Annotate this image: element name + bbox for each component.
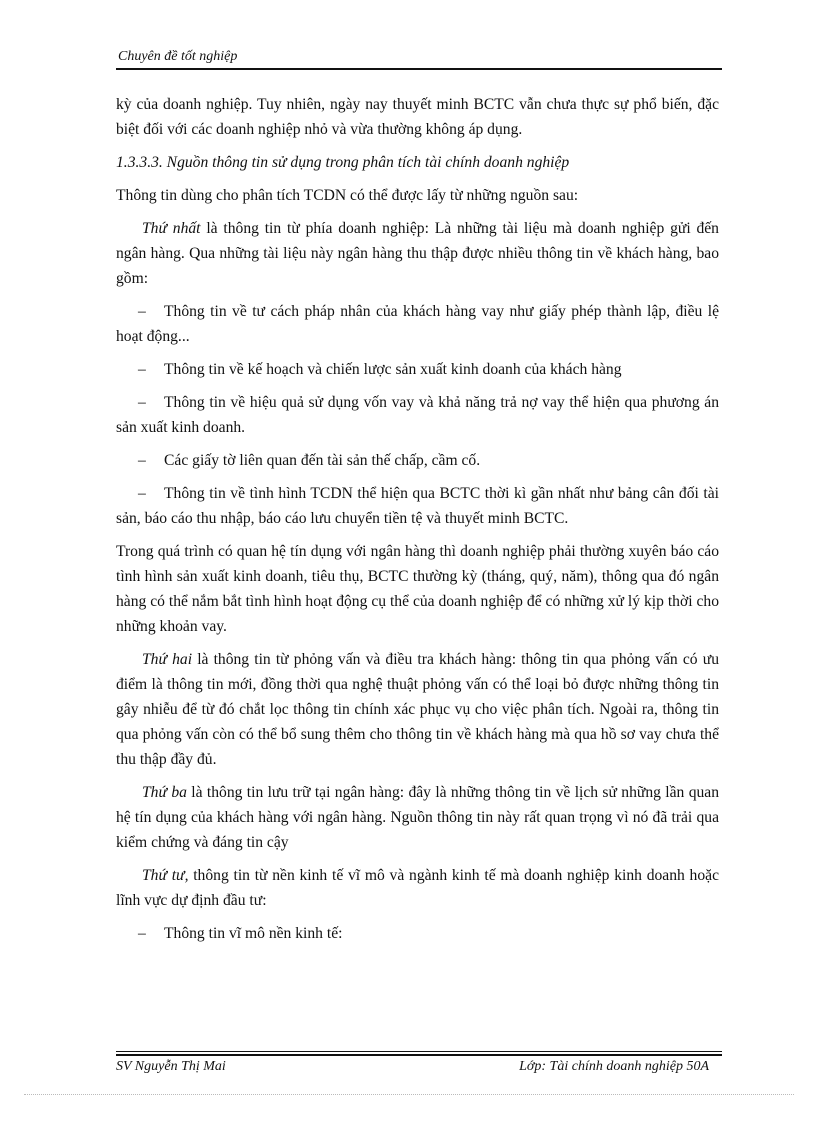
dash-bullet: –: [138, 303, 146, 320]
paragraph-third-source: [116, 780, 719, 855]
list-item: [116, 390, 719, 440]
dash-bullet: –: [138, 452, 146, 469]
list-item: [116, 357, 719, 382]
paragraph-lead-term: Thứ hai: [142, 651, 193, 668]
paragraph-intro: Thông tin dùng cho phân tích TCDN có thể được lấy từ những nguồn sau:: [116, 187, 579, 204]
dash-bullet: –: [138, 361, 146, 378]
paragraph-first-source: [116, 216, 719, 291]
paragraph-second-source: [116, 647, 719, 772]
page-edge-dotted-line: [24, 1094, 794, 1095]
list-item-text: Thông tin về hiệu quả sử dụng vốn vay và khả năng trả nợ vay thể hiện qua phương án sản xuất kinh doanh.: [116, 394, 719, 436]
paragraph-credit-relationship: Trong quá trình có quan hệ tín dụng với ngân hàng thì doanh nghiệp phải thường xuyên báo cáo tình hình sản xuất kinh doanh, tiêu thụ, BCTC thường kỳ (tháng, quý, năm), thông qua đó ngân hàng có thể nắm bắt tình hình hoạt động cụ thể của doanh nghiệp để có những xử lý kịp thời cho những khoản vay.: [116, 543, 719, 635]
paragraph-text: thông tin từ nền kinh tế vĩ mô và ngành kinh tế mà doanh nghiệp kinh doanh hoặc lĩnh vực dự định đầu tư:: [116, 867, 719, 909]
paragraph-lead-term: Thứ tư,: [142, 867, 189, 884]
list-item-text: Thông tin vĩ mô nền kinh tế:: [164, 925, 343, 942]
list-item: [116, 921, 719, 946]
dash-bullet: –: [138, 485, 146, 502]
list-item-text: Thông tin về tình hình TCDN thể hiện qua BCTC thời kì gần nhất như bảng cân đối tài sản, báo cáo thu nhập, báo cáo lưu chuyển tiền tệ và thuyết minh BCTC.: [116, 485, 719, 527]
paragraph-fourth-source: [116, 863, 719, 913]
paragraph-lead-term: Thứ nhất: [142, 220, 201, 237]
section-heading: 1.3.3.3. Nguồn thông tin sử dụng trong phân tích tài chính doanh nghiệp: [116, 154, 570, 171]
list-item: [116, 299, 719, 349]
paragraph-lead-term: Thứ ba: [142, 784, 187, 801]
page-header-title: Chuyên đề tốt nghiệp: [118, 49, 238, 64]
footer-author: SV Nguyễn Thị Mai: [116, 1059, 226, 1074]
list-item-text: Thông tin về kế hoạch và chiến lược sản xuất kinh doanh của khách hàng: [164, 361, 622, 378]
footer-class: Lớp: Tài chính doanh nghiệp 50A: [519, 1059, 709, 1074]
list-item-text: Thông tin về tư cách pháp nhân của khách hàng vay như giấy phép thành lập, điều lệ hoạt động...: [116, 303, 719, 345]
dash-bullet: –: [138, 925, 146, 942]
dash-bullet: –: [138, 394, 146, 411]
document-body: [116, 92, 719, 954]
paragraph-text: là thông tin từ phỏng vấn và điều tra khách hàng: thông tin qua phỏng vấn có ưu điểm là thông tin mới, đồng thời qua nghệ thuật phỏng vấn có thể loại bỏ được những thông tin gây nhiễu để từ đó chắt lọc thông tin chính xác phục vụ cho việc phân tích. Ngoài ra, thông tin qua phỏng vấn còn có thể bổ sung thêm cho thông tin về khách hàng mà qua hồ sơ vay chưa thể thu thập đầy đủ.: [116, 651, 719, 768]
paragraph-text: là thông tin lưu trữ tại ngân hàng: đây là những thông tin về lịch sử những lần quan hệ tín dụng của khách hàng với ngân hàng. Nguồn thông tin này rất quan trọng vì nó đã trải qua kiểm chứng và đáng tin cậy: [116, 784, 720, 851]
list-item-text: Các giấy tờ liên quan đến tài sản thế chấp, cầm cố.: [164, 452, 481, 469]
header-divider: [116, 68, 722, 70]
list-item: [116, 481, 719, 531]
paragraph-continuation: kỳ của doanh nghiệp. Tuy nhiên, ngày nay thuyết minh BCTC vẫn chưa thực sự phổ biến, đặc biệt đối với các doanh nghiệp nhỏ và vừa thường không áp dụng.: [116, 96, 719, 138]
paragraph-text: là thông tin từ phía doanh nghiệp: Là những tài liệu mà doanh nghiệp gửi đến ngân hàng. Qua những tài liệu này ngân hàng thu thập được nhiều thông tin về khách hàng, bao gồm:: [116, 220, 719, 287]
footer-divider-thick: [116, 1054, 722, 1056]
footer-divider-thin: [116, 1051, 722, 1052]
list-item: [116, 448, 719, 473]
